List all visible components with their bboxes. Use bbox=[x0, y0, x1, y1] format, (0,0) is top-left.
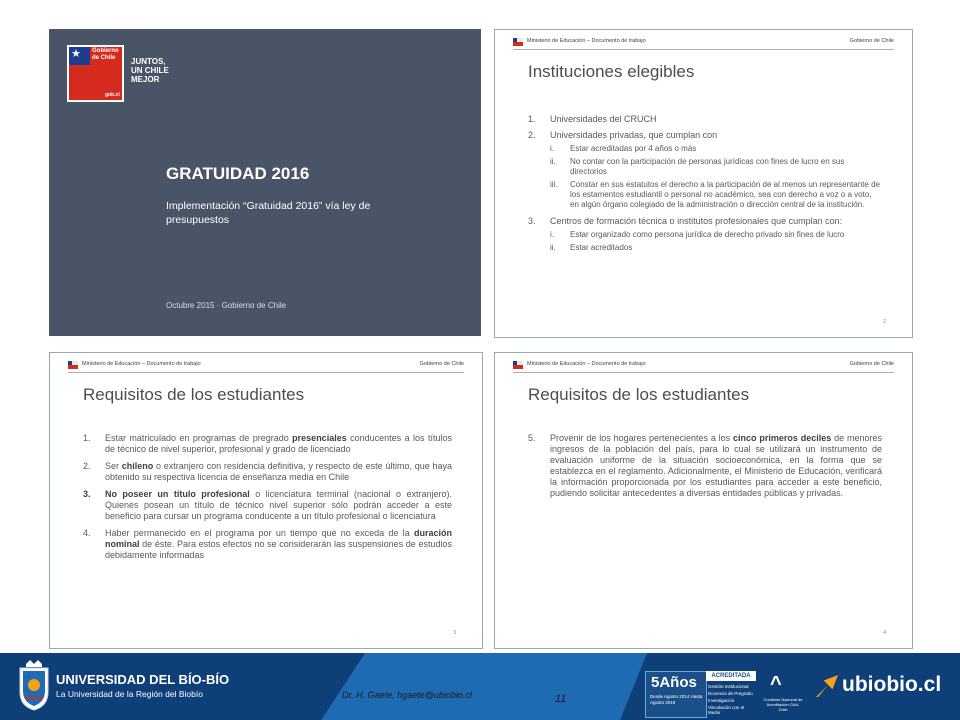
header-right: Gobierno de Chile bbox=[849, 361, 894, 367]
sub-list-item: ii. Estar acreditados bbox=[550, 243, 633, 252]
header-left: Ministerio de Educación – Documento de trabajo bbox=[82, 361, 201, 367]
cover-subtitle: Implementación “Gratuidad 2016” vía ley de presupuestos bbox=[166, 200, 371, 226]
list-item: 3. Centros de formación técnica o institutos profesionales que cumplan con: bbox=[528, 216, 843, 226]
chile-flag-icon bbox=[513, 361, 523, 369]
slogan: JUNTOS, UN CHILE MEJOR bbox=[131, 57, 169, 84]
chile-flag-icon bbox=[68, 361, 78, 369]
slide-title: Instituciones elegibles bbox=[528, 62, 695, 81]
header-right: Gobierno de Chile bbox=[849, 38, 894, 44]
star-icon: ★ bbox=[71, 48, 81, 60]
cover-date: Octubre 2015 · Gobierno de Chile bbox=[166, 301, 287, 310]
university-crest-icon bbox=[16, 660, 52, 712]
slide-body bbox=[528, 114, 882, 256]
header-right: Gobierno de Chile bbox=[419, 361, 464, 367]
slide-2 bbox=[494, 29, 913, 338]
accreditation-areas: ACREDITADA Gestión Institucional Docencia de Pregrado Investigación Vinculación con el Medio bbox=[706, 671, 756, 716]
cover-title: GRATUIDAD 2016 bbox=[166, 164, 310, 183]
slide-3 bbox=[49, 352, 483, 649]
footer-banner bbox=[0, 653, 960, 720]
accreditation-badge: 5Años Desde Agosto 2014 Hasta Agosto 2019 bbox=[645, 671, 707, 718]
sub-list-item: ii. No contar con la participación de personas jurídicas con fines de lucro en sus directorios bbox=[550, 157, 845, 176]
slide-4 bbox=[494, 352, 913, 649]
logo-text: Gobierno de Chile bbox=[92, 48, 119, 61]
page-number: 2 bbox=[883, 319, 886, 325]
header-left: Ministerio de Educación – Documento de trabajo bbox=[527, 38, 646, 44]
university-tagline: La Universidad de la Región del Biobío bbox=[56, 689, 203, 699]
slide-title: Requisitos de los estudiantes bbox=[528, 385, 750, 404]
page-number: 11 bbox=[555, 693, 567, 705]
list-item: 1. Universidades del CRUCH bbox=[528, 114, 657, 124]
cna-mark-icon: ^ bbox=[770, 673, 782, 695]
university-name: UNIVERSIDAD DEL BÍO-BÍO bbox=[56, 672, 230, 687]
slide-body bbox=[528, 433, 882, 504]
list-item: 4. Haber permanecido en el programa por un tiempo que no exceda de la duración nominal de éste. Para estos efectos no se considerarán las suspensiones de estudios debidamente informadas bbox=[83, 528, 452, 560]
sub-list-item: iii. Constar en sus estatutos el derecho a la participación de al menos un representante de los estamentos estudiantil o personal no académico, sea con derecho a voz o a voto, en algún órgano colegiado de la administración o dirección central de la institución. bbox=[550, 180, 880, 209]
page-number: 4 bbox=[883, 630, 886, 636]
cna-logo: ^ Comisión Nacional de Acreditación CNA-Chile bbox=[763, 673, 803, 712]
list-item: 2. Universidades privadas, que cumplan con bbox=[528, 130, 718, 140]
gobierno-logo bbox=[67, 45, 124, 102]
list-item: 2. Ser chileno o extranjero con residencia definitiva, y respecto de este último, que haya obtenido su respectiva licencia de enseñanza media en Chile bbox=[83, 461, 452, 482]
page-number: 3 bbox=[453, 630, 456, 636]
author-contact: Dr. H. Gaete, hgaete@ubiobio.cl bbox=[342, 690, 472, 700]
slide-title: Requisitos de los estudiantes bbox=[83, 385, 305, 404]
brand-link[interactable]: ubiobio.cl bbox=[842, 673, 942, 696]
chile-flag-icon bbox=[513, 38, 523, 46]
list-item: 3. No poseer un título profesional o licenciatura terminal (nacional o extranjero). Quienes posean un título de técnico nivel superior sólo podrán acceder a este beneficio para cursar un programa conducente a un título profesional o licenciatura bbox=[83, 489, 452, 521]
sub-list-item: i. Estar organizado como persona jurídica de derecho privado sin fines de lucro bbox=[550, 230, 845, 239]
list-item: 5. Provenir de los hogares pertenecientes a los cinco primeros deciles de menores ingresos de la población del país, para lo cual se utilizará un instrumento de evaluación uniforme de la situación socioeconómica, en la forma que se establezca en el reglamento. Adicionalmente, el Ministerio de Educación, verificará la información proporcionada por los estudiantes para acceder a este beneficio, pudiendo solicitar antecedentes a diversas entidades públicas y privadas. bbox=[528, 433, 883, 498]
sub-list-item: i. Estar acreditadas por 4 años o más bbox=[550, 144, 697, 153]
header-left: Ministerio de Educación – Documento de trabajo bbox=[527, 361, 646, 367]
slide-1-cover bbox=[49, 29, 481, 336]
logo-url: gob.cl bbox=[105, 92, 120, 98]
list-item: 1. Estar matriculado en programas de pregrado presenciales conducentes a los títulos de técnico de nivel superior, profesional y grado de licenciado bbox=[83, 433, 452, 454]
slide-body bbox=[83, 433, 452, 566]
